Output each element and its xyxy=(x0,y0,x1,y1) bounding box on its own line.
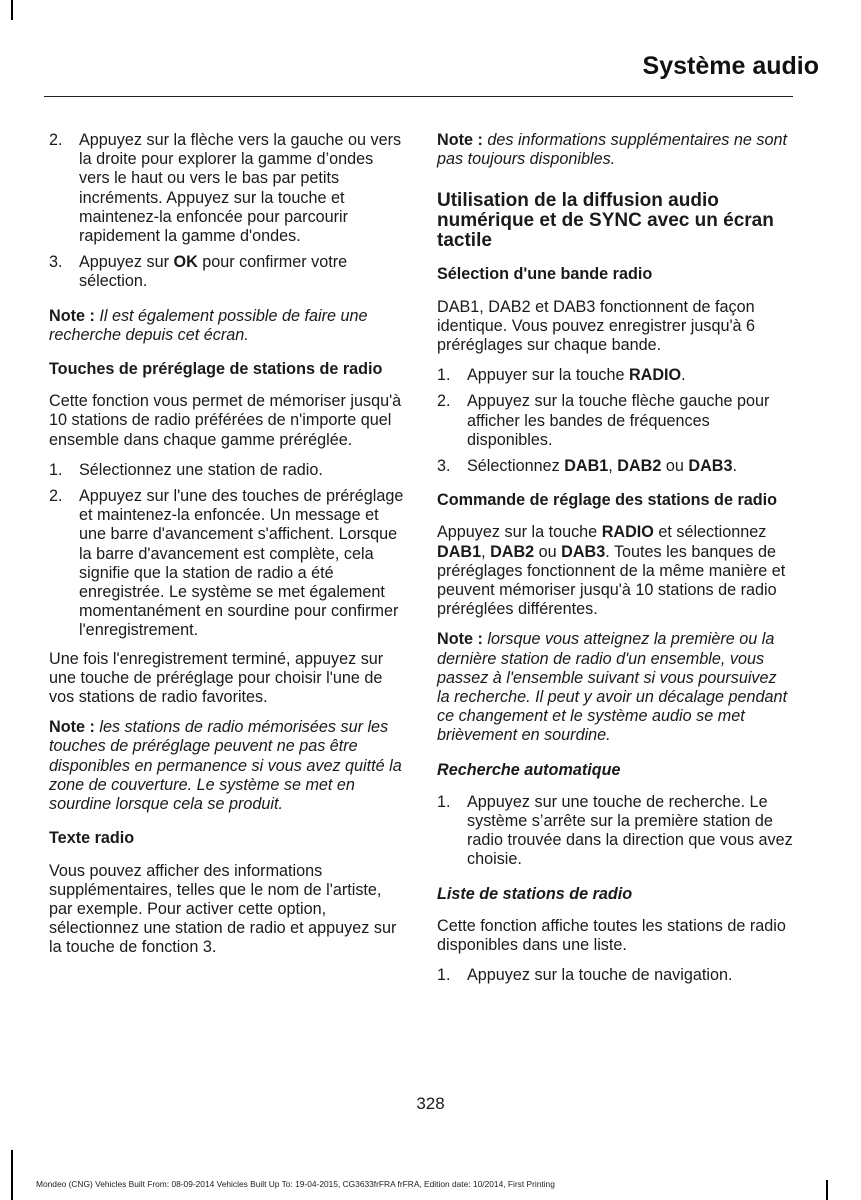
list-item xyxy=(49,131,405,246)
note-label: Note : xyxy=(437,630,483,649)
note-text: Il est également possible de faire une recherche depuis cet écran. xyxy=(49,306,368,344)
ok-key-label: OK xyxy=(173,253,198,272)
right-column xyxy=(437,131,793,993)
page-title: Système audio xyxy=(642,52,819,80)
radio-key-label: RADIO xyxy=(601,523,654,542)
note-label: Note : xyxy=(437,131,483,149)
note-text: les stations de radio mémorisées sur les touches de préréglage peuvent ne pas être disponibles en permanence si vous avez quitté la zone de couverture. Le système se met en sourdine lorsque cela se produit. xyxy=(49,718,402,814)
list-text: Appuyez sur la touche flèche gauche pour afficher les bandes de fréquences disponibles. xyxy=(467,392,770,449)
note xyxy=(49,307,405,345)
paragraph: Cette fonction affiche toutes les stations de radio disponibles dans une liste. xyxy=(437,916,786,955)
list-text: Appuyez sur la touche de navigation. xyxy=(467,966,733,985)
separator: , xyxy=(481,542,491,561)
section-heading-autosearch: Recherche automatique xyxy=(437,760,621,779)
note-label: Note : xyxy=(49,306,95,325)
paragraph xyxy=(437,523,793,619)
dab3-label: DAB3 xyxy=(688,457,733,476)
left-column xyxy=(49,131,405,966)
paragraph: Cette fonction vous permet de mémoriser jusqu'à 10 stations de radio préférées de n'importe quel ensemble dans chaque gamme préréglée. xyxy=(49,392,402,449)
list-text-pre: Appuyez sur xyxy=(79,253,174,272)
list-item xyxy=(437,457,793,476)
footer-text: Mondeo (CNG) Vehicles Built From: 08-09-2014 Vehicles Built Up To: 19-04-2015, CG3633frFRA frFRA, Edition date: 10/2014, First Printing xyxy=(36,1179,555,1189)
paragraph: Vous pouvez afficher des informations supplémentaires, telles que le nom de l'artiste, par exemple. Pour activer cette option, sélectionnez une station de radio et appuyez sur la touche de fonction 3. xyxy=(49,861,397,957)
list-number: 1. xyxy=(437,792,451,811)
header-rule xyxy=(44,96,793,97)
list-item xyxy=(437,392,793,450)
separator: , xyxy=(608,457,618,476)
section-heading-tuning: Commande de réglage des stations de radio xyxy=(437,491,778,510)
list-number: 1. xyxy=(437,966,451,985)
crop-mark-bottom-right xyxy=(826,1180,828,1200)
text-run: . Toutes les banques de préréglages fonctionnent de la même manière et peuvent mémoriser jusqu'à 10 stations de radio préréglées différentes. xyxy=(437,542,786,619)
list-item xyxy=(437,966,793,985)
section-heading-stationlist: Liste de stations de radio xyxy=(437,884,633,903)
list-item xyxy=(49,487,405,641)
list-text-pre: Appuyer sur la touche xyxy=(467,366,629,385)
paragraph: Une fois l'enregistrement terminé, appuyez sur une touche de préréglage pour choisir l'une de vos stations de radio favorites. xyxy=(49,649,384,707)
separator: ou xyxy=(661,457,689,476)
note xyxy=(437,630,793,745)
paragraph: DAB1, DAB2 et DAB3 fonctionnent de façon identique. Vous pouvez enregistrer jusqu'à 6 préréglages sur chaque bande. xyxy=(437,297,756,355)
section-heading-presets: Touches de préréglage de stations de radio xyxy=(49,360,383,379)
radio-key-label: RADIO xyxy=(628,366,682,385)
section-heading-band: Sélection d'une bande radio xyxy=(437,265,653,284)
list-item xyxy=(437,793,793,870)
list-number: 1. xyxy=(437,366,451,385)
note xyxy=(437,131,793,169)
note xyxy=(49,718,405,814)
dab1-label: DAB1 xyxy=(564,457,609,476)
list-item xyxy=(49,253,405,291)
text-run: Appuyez sur la touche xyxy=(437,523,602,542)
page-number: 328 xyxy=(416,1094,445,1113)
crop-mark-bottom-left xyxy=(11,1150,13,1200)
list-text-post: . xyxy=(681,366,686,385)
note-text: des informations supplémentaires ne sont pas toujours disponibles. xyxy=(437,131,787,169)
section-title-dab: Utilisation de la diffusion audio numérique et de SYNC avec un écran tactile xyxy=(437,190,774,252)
list-text: Appuyez sur l'une des touches de préréglage et maintenez-la enfoncée. Un message et une barre d'avancement s'affichent. Lorsque la barre d'avancement est complète, cela signifie que la station de radio a été enregistrée. Le système se met également momentanément en sourdine pour confirmer l'enregistrement. xyxy=(79,487,404,640)
list-text-pre: Sélectionnez xyxy=(467,457,565,476)
list-number: 3. xyxy=(437,457,451,476)
note-text: lorsque vous atteignez la première ou la dernière station de radio d'un ensemble, vous passez à l'ensemble suivant si vous poursuivez la recherche. Il peut y avoir un décalage pendant ce changement et le système audio se met brièvement en sourdine. xyxy=(437,630,788,745)
list-number: 2. xyxy=(437,392,451,411)
list-text: Appuyez sur une touche de recherche. Le système s’arrête sur la première station de radio trouvée dans la direction que vous avez choisie. xyxy=(467,792,793,869)
dab2-label: DAB2 xyxy=(490,542,535,561)
dab2-label: DAB2 xyxy=(617,457,662,476)
text-run: et sélectionnez xyxy=(653,523,767,542)
list-item xyxy=(49,461,405,480)
list-number: 3. xyxy=(49,253,63,272)
list-number: 2. xyxy=(49,131,63,149)
list-text-post: pour confirmer votre sélection. xyxy=(79,253,348,291)
section-heading-text-radio: Texte radio xyxy=(49,829,135,848)
list-number: 1. xyxy=(49,460,63,479)
list-text: Appuyez sur la flèche vers la gauche ou vers la droite pour explorer la gamme d’ondes vers le haut ou vers le bas par petits incréments. Appuyez sur la touche et maintenez-la enfoncée pour parcourir rapidement la gamme d'ondes. xyxy=(79,131,402,246)
list-number: 2. xyxy=(49,487,63,506)
note-label: Note : xyxy=(49,718,95,737)
list-text-post: . xyxy=(732,457,737,476)
dab3-label: DAB3 xyxy=(561,542,606,561)
list-item xyxy=(437,366,793,385)
crop-mark-top-left xyxy=(11,0,13,20)
dab1-label: DAB1 xyxy=(437,542,482,561)
separator: ou xyxy=(534,542,562,561)
list-text: Sélectionnez une station de radio. xyxy=(79,460,323,479)
